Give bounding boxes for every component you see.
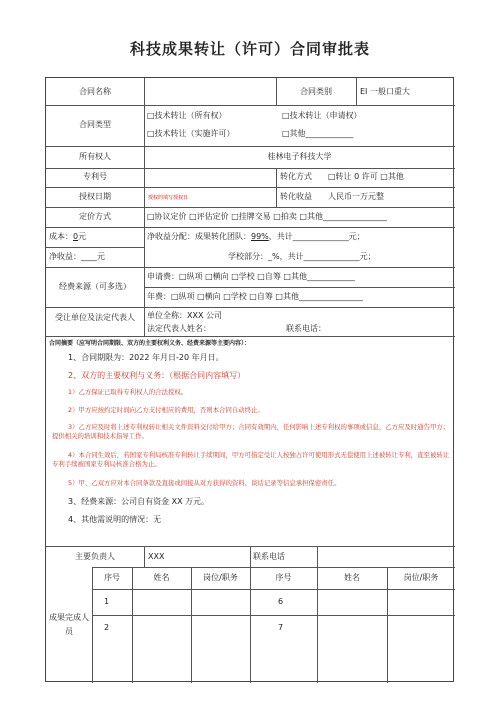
summary-item-2-text: 2、双方的主要权利与义务： xyxy=(68,371,170,380)
net-income-value: ____元 xyxy=(81,252,105,261)
col-position-right: 岗位/职务 xyxy=(403,573,439,582)
party-label: 受让单位及法定代表人 xyxy=(55,313,135,322)
cost-label: 成本： xyxy=(49,232,73,241)
member-row-1-no: 1 xyxy=(104,597,110,606)
net-income-field[interactable] xyxy=(49,252,105,262)
transfer-income-label: 转化收益 xyxy=(280,192,312,201)
type-option-application[interactable]: □技术转让（申请权） xyxy=(282,111,362,120)
summary-item-2-1: 1）乙方保证已取得专利权人的合法授权。 xyxy=(68,388,188,396)
col-name-right: 姓名 xyxy=(344,573,360,582)
net-income-label: 净收益： xyxy=(49,252,81,261)
transfer-mode-value[interactable]: □转让 0 许可 □其他 xyxy=(328,172,404,181)
col-position-left: 岗位/职务 xyxy=(203,573,238,582)
distribution-label: 净收益分配： xyxy=(147,232,195,241)
pricing-label: 定价方式 xyxy=(79,212,111,221)
party-phone[interactable]: 联系电话： xyxy=(286,324,326,333)
summary-item-2 xyxy=(68,371,245,381)
transfer-income-value: 人民币一万元整 xyxy=(328,192,384,201)
distribution-school[interactable]: 学校部分：_%，共计______________元； xyxy=(228,252,376,261)
member-row-6-no: 6 xyxy=(278,597,284,606)
summary-item-3: 3、经费来源：公司自有资金 XX 万元。 xyxy=(68,497,210,506)
summary-item-2-3: 3）乙方应及时将上述专利权转让相关文件资料交付给甲方；合同有效期内，任何影响上述专利权的事项或信息，乙方应及时通告甲方；提供相关的培训和技术指导工作。 xyxy=(52,423,450,440)
transfer-mode-label: 转化方式 xyxy=(280,172,312,181)
col-no-right: 序号 xyxy=(275,573,292,582)
fund-source-label: 经费来源（可多选） xyxy=(59,282,131,291)
contract-name-label: 合同名称 xyxy=(79,87,111,96)
type-option-ownership[interactable]: □技术转让（所有权） xyxy=(147,111,227,120)
cost-value: 0 xyxy=(73,232,79,241)
party-representative[interactable]: 法定代表人姓名： xyxy=(147,324,211,333)
summary-item-4: 4、其他需说明的情况：无 xyxy=(68,515,162,524)
owner-label: 所有权人 xyxy=(79,152,111,161)
auth-date-hint[interactable]: 授权的填写授权日 xyxy=(148,195,189,201)
party-company[interactable]: 单位全称：XXX 公司 xyxy=(147,311,222,320)
leader-value[interactable]: XXX xyxy=(148,552,165,561)
member-row-7-no: 7 xyxy=(278,623,284,632)
summary-item-2-2: 2）甲方应按约定时间向乙方支付相应的费用，否则本合同自动终止。 xyxy=(68,406,264,414)
auth-date-label: 授权日期 xyxy=(79,192,111,201)
leader-label: 主要负责人 xyxy=(75,552,115,561)
cost-unit: 元 xyxy=(78,232,87,241)
form-title: 科技成果转让（许可）合同审批表 xyxy=(129,40,370,58)
member-row-2-no: 2 xyxy=(104,623,110,632)
distribution-team-total: ，共计______________元； xyxy=(268,232,365,241)
summary-item-2-5: 5）甲、乙双方应对本合同条款及直接或间接从对方获得的资料、谈话记录等信息承担保密责任。 xyxy=(68,479,341,487)
form-table xyxy=(45,77,454,682)
distribution-team[interactable] xyxy=(147,232,365,242)
fund-annual-options[interactable]: 年费：□纵项 □横向 □学校 □自筹 □其他________________ xyxy=(147,292,363,301)
col-name-left: 姓名 xyxy=(153,573,170,582)
summary-item-1: 1、合同期限为：2022 年月日-20 年月日。 xyxy=(68,353,224,362)
owner-value: 桂林电子科技大学 xyxy=(267,152,332,161)
type-option-license[interactable]: □技术转让（实施许可） xyxy=(147,129,235,138)
patent-number-label: 专利号 xyxy=(83,172,107,181)
summary-item-2-4: 4）本合同生效后，若国家专利局核准专利转让手续期间，甲方可指定受让人按独占许可使用形式无偿使用上述被转让专利，直至被转让专利手续被国家专利局核准合格为止。 xyxy=(52,451,450,468)
col-no-left: 序号 xyxy=(104,573,120,582)
distribution-team-percent: 99% xyxy=(251,232,269,241)
summary-item-2-note: （根据合同内容填写） xyxy=(169,371,246,380)
leader-phone-label: 联系电话 xyxy=(253,552,285,561)
fund-application-options[interactable]: 申请费：□纵项 □横向 □学校 □自筹 □其他____________ xyxy=(147,272,355,281)
members-label: 成果完成人员 xyxy=(49,613,89,636)
cost-field[interactable] xyxy=(49,232,86,242)
contract-category-label: 合同类别 xyxy=(300,87,332,96)
distribution-team-label: 成果转化团队： xyxy=(195,232,251,241)
type-option-other[interactable]: □其他____________ xyxy=(282,129,354,138)
contract-type-label: 合同类型 xyxy=(79,120,111,129)
contract-category-value[interactable]: EI 一般口重大 xyxy=(360,87,410,96)
pricing-options[interactable]: □协议定价 □评估定价 □挂牌交易 □拍卖 □其他________________ xyxy=(147,212,387,221)
summary-heading: 合同摘要（应写明合同期限、双方的主要权利义务、经费来源等主要内容）： xyxy=(49,340,251,347)
